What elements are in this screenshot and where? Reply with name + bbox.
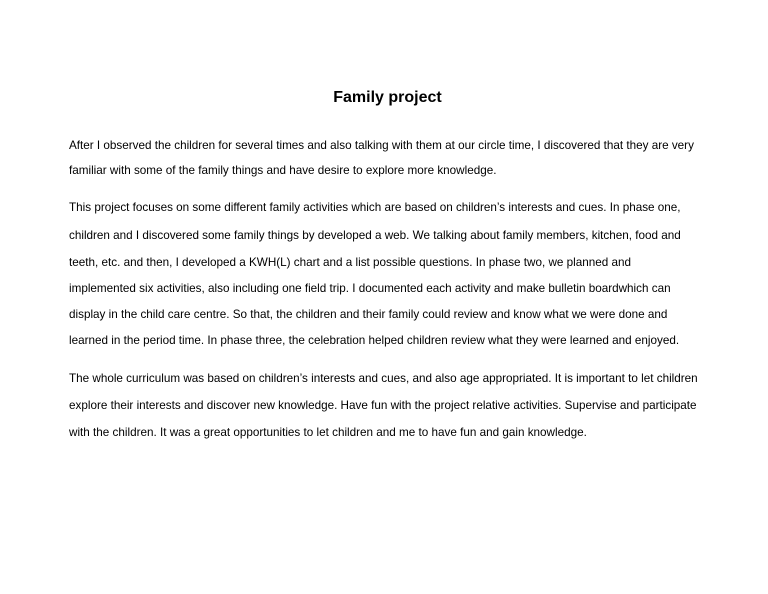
paragraph-line: This project focuses on some different family activities which are based on children’s interests and cues. In phase one, [69,201,681,214]
page-title: Family project [333,89,442,106]
paragraph-line: teeth, etc. and then, I developed a KWH(L) chart and a list possible questions. In phase two, we planned and [69,256,631,269]
paragraph-line: familiar with some of the family things and have desire to explore more knowledge. [69,164,497,177]
paragraph-line: The whole curriculum was based on children’s interests and cues, and also age appropriated. It is important to let children [69,372,698,385]
paragraph-line: After I observed the children for several times and also talking with them at our circle time, I discovered that they are very [69,139,694,152]
paragraph-line: children and I discovered some family things by developed a web. We talking about family members, kitchen, food and [69,229,681,242]
paragraph-line: explore their interests and discover new knowledge. Have fun with the project relative activities. Supervise and participate [69,399,697,412]
paragraph-line: with the children. It was a great opportunities to let children and me to have fun and gain knowledge. [69,426,587,439]
paragraph-line: implemented six activities, also including one field trip. I documented each activity and make bulletin boardwhich can [69,282,671,295]
paragraph-line: display in the child care centre. So that, the children and their family could review and know what we were done and [69,308,668,321]
paragraph-line: learned in the period time. In phase three, the celebration helped children review what they were learned and enjoyed. [69,334,680,347]
